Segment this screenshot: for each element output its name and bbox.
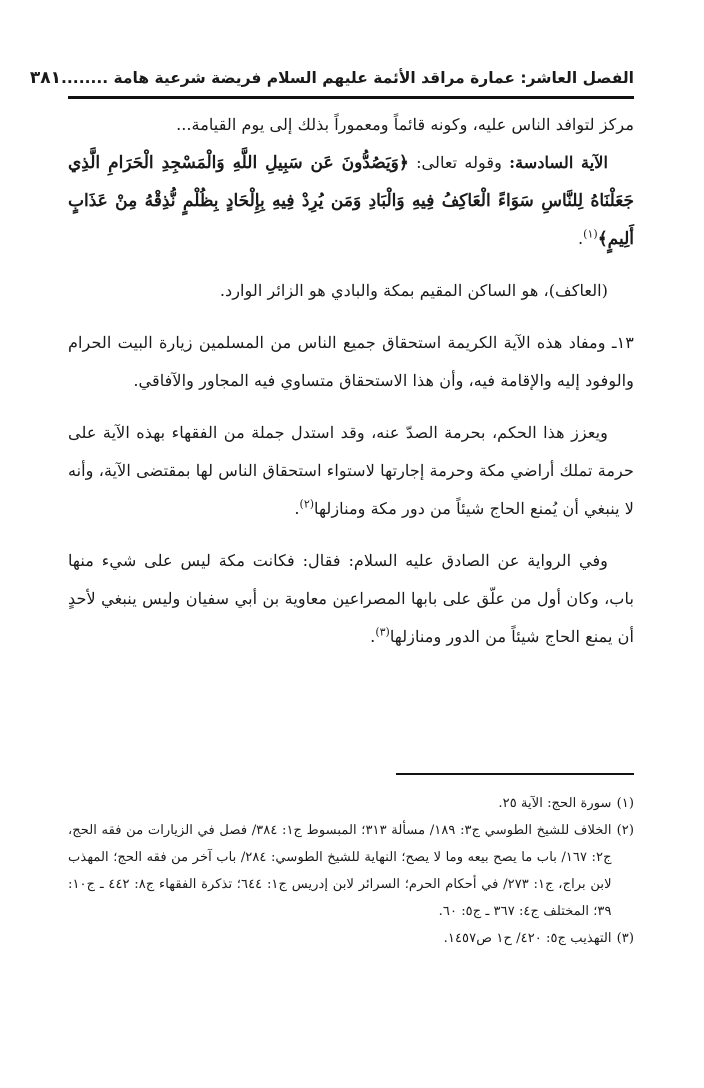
verse-intro: وقوله تعالى: <box>416 153 502 172</box>
paragraph-verse: الآية السادسة: وقوله تعالى: ﴿وَيَصُدُّونَ عَن سَبِيلِ اللَّهِ وَالْمَسْجِدِ الْحَرَامِ الَّذِي جَعَلْنَاهُ لِلنَّاسِ سَوَاءً الْعَاكِفُ فِيهِ وَالْبَادِ وَمَن يُرِدْ فِيهِ بِإِلْحَادٍ بِظُلْمٍ نُّذِقْهُ مِنْ عَذَابٍ أَلِيمٍ﴾$^{(١)}$. <box>68 153 634 249</box>
footnote-3 <box>68 925 634 952</box>
footnote-text: الخلاف للشيخ الطوسي ج٣: ١٨٩/ مسألة ٣١٣؛ المبسوط ج١: ٣٨٤/ فصل في الزيارات من فقه الحج، ج٢: ١٦٧/ باب ما يصح بيعه وما لا يصح؛ النهاية للشيخ الطوسي: ٢٨٤/ باب آخر من فقه الحج؛ المهذب لابن براج، ج١: ٢٧٣/ في أحكام الحرم؛ السرائر لابن إدريس ج١: ٦٤٤؛ تذكرة الفقهاء ج٨: ٤٤٢ ـ ج١٠: ٣٩؛ المختلف ج٤: ٣٦٧ ـ ج٥: ٦٠. <box>68 823 612 919</box>
footnote-ref-3[interactable]: (٣) <box>375 625 390 639</box>
footnote-2 <box>68 817 634 925</box>
footnotes <box>68 790 634 952</box>
paragraph-1: مركز لتوافد الناس عليه، وكونه قائماً ومعموراً بذلك إلى يوم القيامة... <box>176 115 634 134</box>
footnote-number: (٣) <box>616 931 634 946</box>
running-header <box>29 62 634 94</box>
footnote-separator <box>396 773 634 775</box>
paragraph-4: ١٣ـ ومفاد هذه الآية الكريمة استحقاق جميع الناس من المسلمين زيارة البيت الحرام والوفود إليه والإقامة فيه، وأن هذا الاستحقاق متساوي فيه المجاور والآفاقي. <box>68 333 634 390</box>
footnote-number: (٢) <box>616 823 634 838</box>
paragraph-6: وفي الرواية عن الصادق عليه السلام: فقال: فكانت مكة ليس على شيء منها باب، وكان أول من علّق على بابها المصراعين معاوية بن أبي سفيان وليس ينبغي لأحدٍ أن يمنع الحاج شيئاً من الدور ومنازلها$^{(٣)}$. <box>68 551 634 646</box>
page-number: ٣٨١ <box>29 68 62 88</box>
footnote-text: سورة الحج: الآية ٢٥. <box>498 796 612 811</box>
footnote-ref-1[interactable]: (١) <box>583 227 598 241</box>
paragraph-3: (العاكف)، هو الساكن المقيم بمكة والبادي هو الزائر الوارد. <box>219 281 608 300</box>
main-text <box>68 106 634 656</box>
paragraph-5: ويعزز هذا الحكم، بحرمة الصدّ عنه، وقد استدل جملة من الفقهاء بهذه الآية على حرمة تملك أراضي مكة وحرمة إجارتها لاستواء استحقاق الناس لها بمقتضى الآية، وأنه لا ينبغي أن يُمنع الحاج شيئاً من دور مكة ومنازلها$^{(٢)}$. <box>68 423 634 518</box>
footnote-ref-2[interactable]: (٢) <box>299 497 315 511</box>
verse-label: الآية السادسة: <box>509 153 608 172</box>
footnote-text: التهذيب ج٥: ٤٢٠/ ح١ ص١٤٥٧. <box>443 931 612 946</box>
header-rule <box>68 96 634 99</box>
quran-verse: ﴿وَيَصُدُّونَ عَن سَبِيلِ اللَّهِ وَالْمَسْجِدِ الْحَرَامِ الَّذِي جَعَلْنَاهُ لِلنَّاسِ سَوَاءً الْعَاكِفُ فِيهِ وَالْبَادِ وَمَن يُرِدْ فِيهِ بِإِلْحَادٍ بِظُلْمٍ نُّذِقْهُ مِنْ عَذَابٍ أَلِيمٍ﴾ <box>68 153 634 249</box>
footnote-number: (١) <box>616 796 634 811</box>
chapter-title: الفصل العاشر: عمارة مراقد الأئمة عليهم السلام فريضة شرعية هامة ........ <box>61 69 634 87</box>
footnote-1 <box>68 790 634 817</box>
